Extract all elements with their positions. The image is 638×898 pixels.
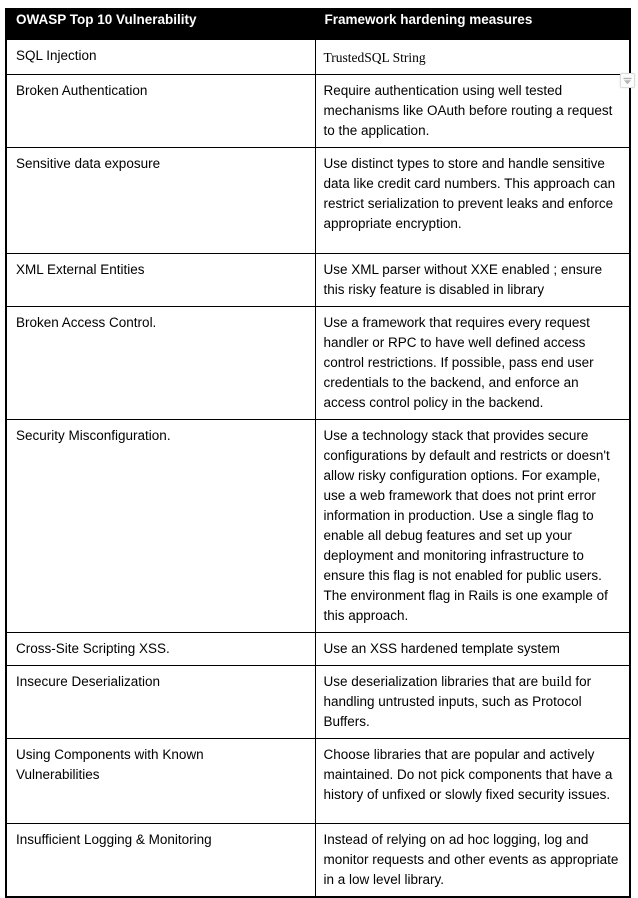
measure-text: for handling untrusted inputs, such as Protocol Buffers. xyxy=(323,674,592,729)
header-row xyxy=(6,9,630,40)
measure-text: Use deserialization libraries that are xyxy=(323,674,542,689)
table-row xyxy=(6,307,630,420)
vulnerability-cell: SQL Injection xyxy=(6,40,315,75)
header-vulnerability-column: OWASP Top 10 Vulnerability xyxy=(6,9,315,40)
table-row xyxy=(6,75,630,148)
chevron-down-icon xyxy=(623,77,632,85)
measure-cell xyxy=(315,666,630,739)
vulnerability-cell: Broken Authentication xyxy=(6,75,315,148)
measure-cell: TrustedSQL String xyxy=(315,40,630,75)
measure-cell: Use a technology stack that provides secure configurations by default and restricts or doesn't allow risky configuration options. For example, use a web framework that does not print error information in production. Use a single flag to enable all debug features and set up your deployment and monitoring infrastructure to ensure this flag is not enabled for public users. The environment flag in Rails is one example of this approach. xyxy=(315,420,630,633)
header-measures-column: Framework hardening measures xyxy=(315,9,630,40)
vulnerability-table xyxy=(5,8,631,898)
measure-cell: Use XML parser without XXE enabled ; ensure this risky feature is disabled in library xyxy=(315,254,630,307)
measure-cell: Use a framework that requires every request handler or RPC to have well defined access control restrictions. If possible, pass end user credentials to the backend, and enforce an access control policy in the backend. xyxy=(315,307,630,420)
measure-serif-word: build xyxy=(541,674,572,690)
vulnerability-cell: Using Components with Known Vulnerabilities xyxy=(6,739,315,824)
table-row xyxy=(6,824,630,898)
table-row xyxy=(6,148,630,254)
vulnerability-cell: Cross-Site Scripting XSS. xyxy=(6,633,315,666)
measure-cell: Choose libraries that are popular and actively maintained. Do not pick components that have a history of unfixed or slowly fixed security issues. xyxy=(315,739,630,824)
measure-cell: Use distinct types to store and handle sensitive data like credit card numbers. This approach can restrict serialization to prevent leaks and enforce appropriate encryption. xyxy=(315,148,630,254)
vulnerability-cell: Security Misconfiguration. xyxy=(6,420,315,633)
table-row xyxy=(6,420,630,633)
vulnerability-cell: Sensitive data exposure xyxy=(6,148,315,254)
table-row xyxy=(6,254,630,307)
table-row xyxy=(6,40,630,75)
vulnerability-cell: Broken Access Control. xyxy=(6,307,315,420)
table-row xyxy=(6,633,630,666)
table-dropdown-button[interactable] xyxy=(620,73,635,88)
vulnerability-cell: Insecure Deserialization xyxy=(6,666,315,739)
measure-cell: Require authentication using well tested mechanisms like OAuth before routing a request to the application. xyxy=(315,75,630,148)
vulnerability-cell: Insufficient Logging & Monitoring xyxy=(6,824,315,898)
measure-cell: Instead of relying on ad hoc logging, log and monitor requests and other events as appropriate in a low level library. xyxy=(315,824,630,898)
measure-cell: Use an XSS hardened template system xyxy=(315,633,630,666)
vulnerability-table-container xyxy=(5,8,631,898)
table-row xyxy=(6,739,630,824)
table-row xyxy=(6,666,630,739)
vulnerability-cell: XML External Entities xyxy=(6,254,315,307)
